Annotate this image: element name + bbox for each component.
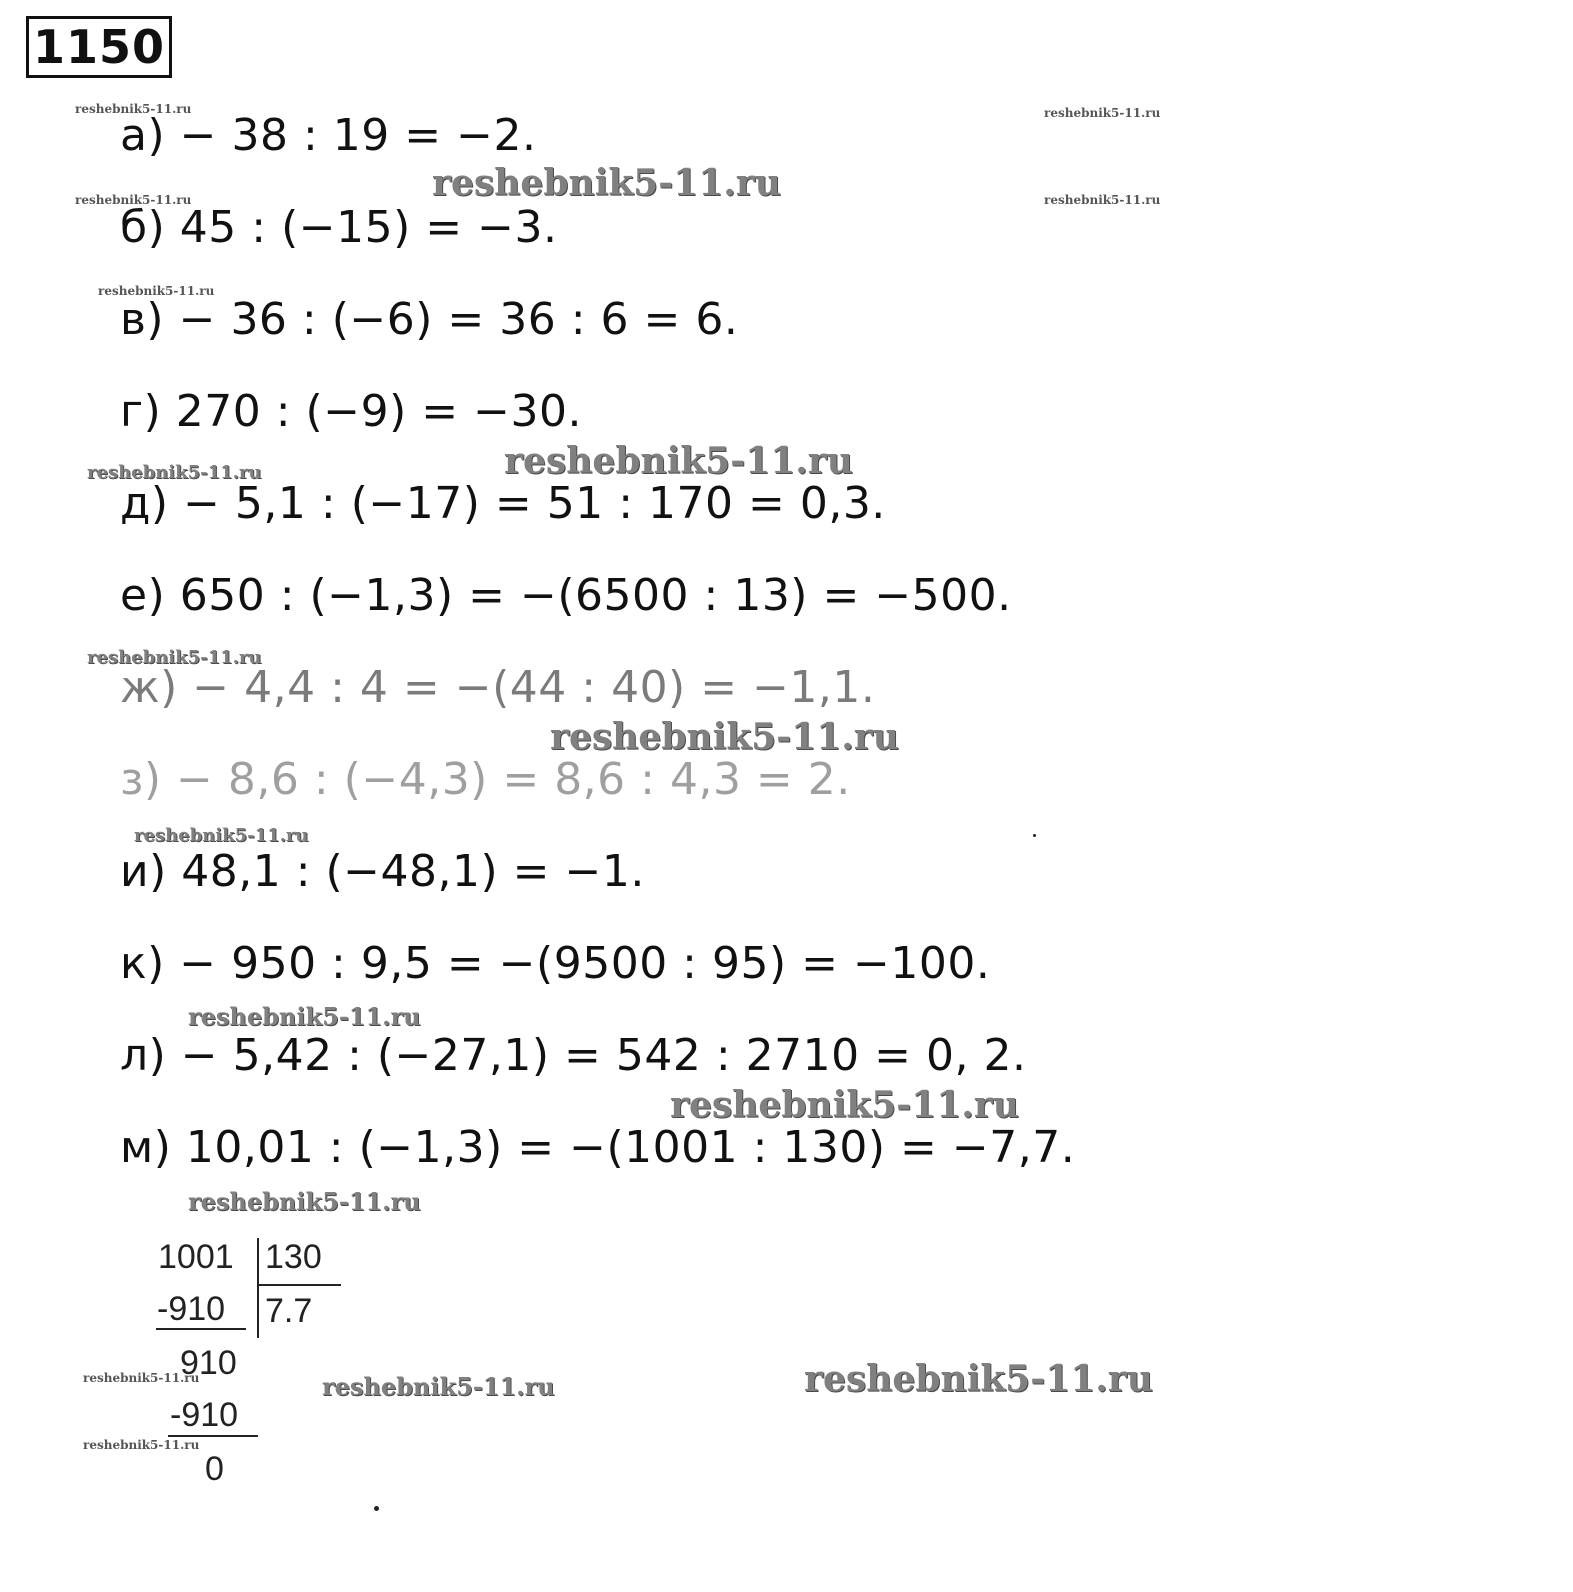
answer-line-g: г) 270 : (−9) = −30. <box>120 386 582 437</box>
watermark: reshebnik5-11.ru <box>1044 106 1161 120</box>
long-division-subtrahend-1: -910 <box>157 1290 226 1328</box>
long-division-underline-1 <box>156 1328 246 1330</box>
answer-line-e: е) 650 : (−1,3) = −(6500 : 13) = −500. <box>120 570 1012 621</box>
watermark: reshebnik5-11.ru <box>322 1372 555 1401</box>
answer-line-k: к) − 950 : 9,5 = −(9500 : 95) = −100. <box>120 938 991 989</box>
watermark: reshebnik5-11.ru <box>83 1438 200 1452</box>
long-division-underline-2 <box>168 1435 258 1437</box>
watermark: reshebnik5-11.ru <box>87 647 262 668</box>
watermark: reshebnik5-11.ru <box>804 1358 1153 1400</box>
watermark: reshebnik5-11.ru <box>75 193 192 207</box>
watermark: reshebnik5-11.ru <box>83 1371 200 1385</box>
watermark: reshebnik5-11.ru <box>432 162 781 204</box>
long-division-remainder-1: 910 <box>180 1344 237 1382</box>
answer-line-z: з) − 8,6 : (−4,3) = 8,6 : 4,3 = 2. <box>120 754 851 805</box>
answer-line-a: а) − 38 : 19 = −2. <box>120 110 537 161</box>
watermark: reshebnik5-11.ru <box>670 1084 1019 1126</box>
long-division-dividend: 1001 <box>158 1238 234 1276</box>
long-division-subtrahend-2: -910 <box>170 1396 239 1434</box>
answer-line-zh: ж) − 4,4 : 4 = −(44 : 40) = −1,1. <box>120 662 876 713</box>
watermark: reshebnik5-11.ru <box>75 102 192 116</box>
watermark: reshebnik5-11.ru <box>188 1002 421 1031</box>
answer-line-m: м) 10,01 : (−1,3) = −(1001 : 130) = −7,7. <box>120 1122 1076 1173</box>
answer-line-l: л) − 5,42 : (−27,1) = 542 : 2710 = 0, 2. <box>120 1030 1027 1081</box>
problem-number: 1150 <box>26 16 172 78</box>
long-division-remainder-final: 0 <box>205 1450 224 1488</box>
watermark: reshebnik5-11.ru <box>188 1187 421 1216</box>
long-division-vertical-line <box>257 1238 259 1338</box>
answer-line-d: д) − 5,1 : (−17) = 51 : 170 = 0,3. <box>120 478 886 529</box>
answer-line-i: и) 48,1 : (−48,1) = −1. <box>120 846 645 897</box>
stray-dot-mark <box>374 1506 379 1511</box>
long-division-divisor: 130 <box>265 1238 322 1276</box>
watermark: reshebnik5-11.ru <box>134 825 309 846</box>
answer-line-v: в) − 36 : (−6) = 36 : 6 = 6. <box>120 294 739 345</box>
watermark: reshebnik5-11.ru <box>98 284 215 298</box>
watermark: reshebnik5-11.ru <box>550 716 899 758</box>
answer-line-b: б) 45 : (−15) = −3. <box>120 202 558 253</box>
long-division-divisor-line <box>259 1284 341 1286</box>
watermark: reshebnik5-11.ru <box>87 462 262 483</box>
long-division-quotient: 7.7 <box>265 1292 313 1330</box>
stray-dot-mark-small <box>1033 834 1036 837</box>
watermark: reshebnik5-11.ru <box>1044 193 1161 207</box>
watermark: reshebnik5-11.ru <box>504 440 853 482</box>
